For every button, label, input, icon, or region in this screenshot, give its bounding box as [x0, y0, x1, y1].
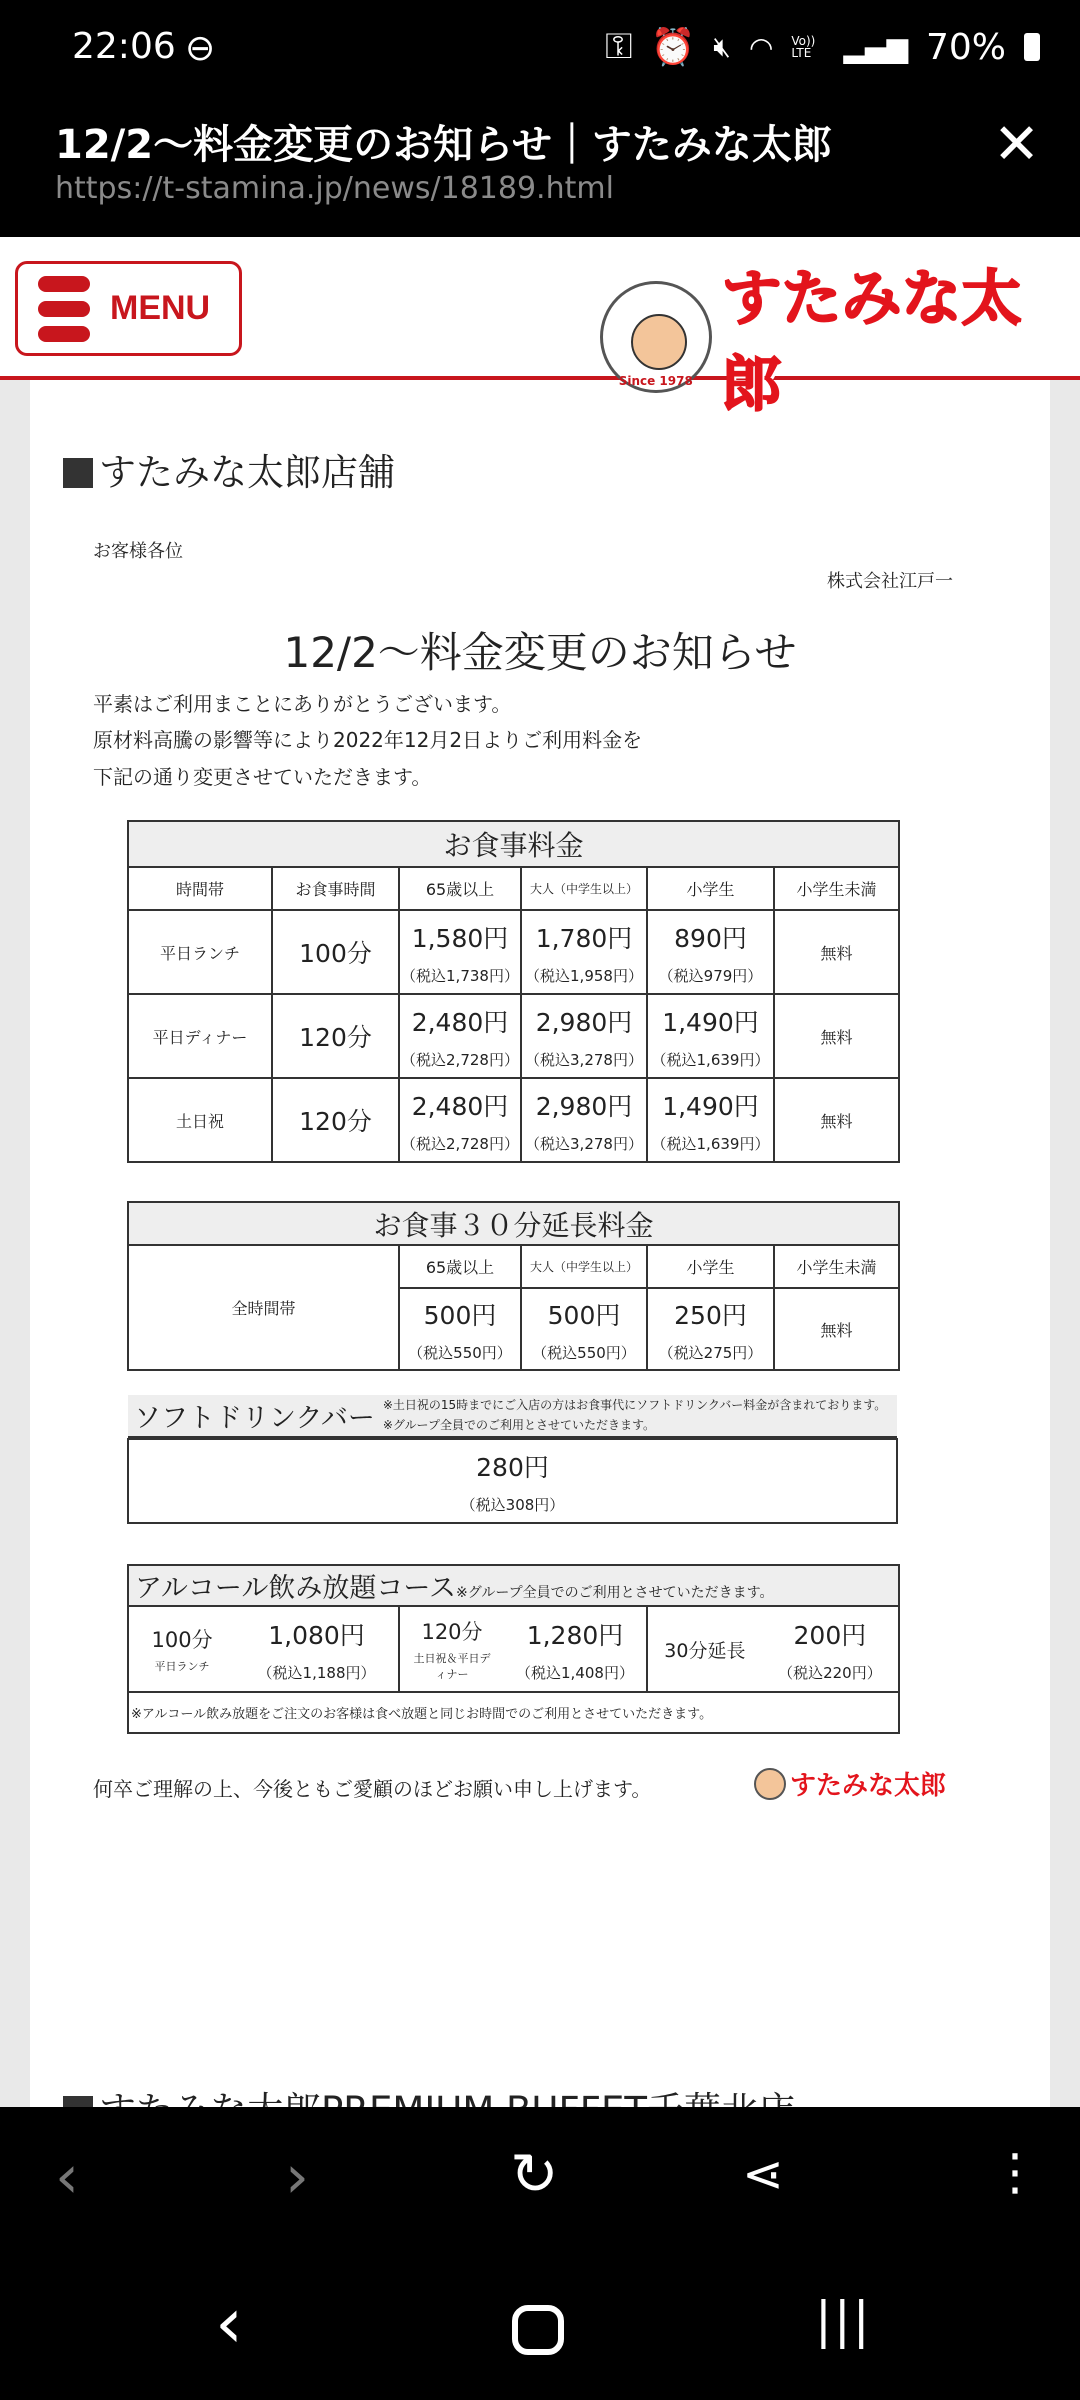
page-title: 12/2〜料金変更のお知らせ｜すたみな太郎 — [55, 122, 832, 168]
table-row — [128, 1439, 897, 1523]
vpn-key-icon: ⚿ — [605, 26, 633, 67]
price-cell — [399, 1078, 521, 1162]
share-icon[interactable]: ⋖ — [742, 2145, 784, 2203]
free-label: 無料 — [774, 994, 899, 1078]
custom-tab-toolbar — [0, 95, 1080, 237]
duration: 120分 — [421, 1620, 483, 1644]
time-slot: 平日ランチ — [128, 910, 272, 994]
close-icon[interactable]: ✕ — [993, 112, 1040, 177]
clock: 22:06 — [72, 26, 176, 67]
alcohol-table — [127, 1564, 900, 1734]
logo-since: Since 1978 — [618, 374, 693, 388]
alcohol-title-note: ※グループ全員でのご利用とさせていただきます。 — [456, 1585, 774, 1601]
alcohol-title: アルコール飲み放題コース — [135, 1573, 457, 1604]
price-cell — [128, 1439, 897, 1523]
volte-icon: Vo)) LTE — [791, 34, 816, 60]
small-logo — [754, 1765, 946, 1802]
status-bar — [0, 0, 1080, 95]
price-with-tax: （税込1,408円） — [516, 1663, 634, 1682]
price: 2,480円 — [411, 1007, 509, 1037]
price: 1,780円 — [535, 923, 633, 953]
refresh-icon[interactable]: ↻ — [510, 2140, 559, 2208]
browser-bottom-toolbar — [0, 2107, 1080, 2250]
battery-icon — [1024, 33, 1040, 61]
logo-text: すたみな太郎 — [721, 264, 1022, 420]
soft-drink-note: ※土日祝の15時までにご入店の方はお食事代にソフトドリンクバー料金が含まれております。※グループ全員でのご利用とさせていただきます。 — [382, 1398, 887, 1432]
time-slot: 土日祝 — [128, 1078, 272, 1162]
column-header: 大人（中学生以上） — [521, 1245, 647, 1288]
price-cell — [647, 1288, 774, 1370]
alarm-icon: ⏰ — [650, 27, 696, 68]
price-cell — [399, 1288, 521, 1370]
price: 1,280円 — [526, 1620, 624, 1650]
price: 280円 — [476, 1452, 549, 1482]
salutation: お客様各位 — [93, 541, 183, 562]
nav-home-icon[interactable] — [512, 2305, 564, 2355]
price: 500円 — [547, 1300, 621, 1330]
column-header: 小学生未満 — [774, 1245, 899, 1288]
free-label: 無料 — [774, 1288, 899, 1370]
time-slot: 全時間帯 — [128, 1245, 399, 1370]
free-label: 無料 — [774, 1078, 899, 1162]
column-header: お食事時間 — [272, 867, 399, 910]
section-heading-text: すたみな太郎店舗 — [99, 451, 395, 494]
time-slot: 平日ディナー — [128, 994, 272, 1078]
price: 2,980円 — [535, 1007, 633, 1037]
price-cell — [521, 1078, 647, 1162]
hamburger-icon — [38, 276, 90, 342]
price: 2,480円 — [411, 1091, 509, 1121]
site-logo[interactable] — [600, 251, 1080, 423]
price-with-tax: （税込1,639円） — [651, 1134, 770, 1153]
table-title: お食事料金 — [128, 821, 899, 867]
price: 1,490円 — [662, 1091, 759, 1121]
section-heading — [63, 442, 395, 496]
company-name: 株式会社江戸一 — [827, 571, 953, 592]
price: 2,980円 — [535, 1091, 633, 1121]
menu-button[interactable] — [15, 261, 242, 356]
alcohol-footnote: ※アルコール飲み放題をご注文のお客様は食べ放題と同じお時間でのご利用とさせていただきます。 — [128, 1692, 899, 1733]
forward-icon[interactable]: › — [285, 2142, 309, 2212]
price-cell — [399, 910, 521, 994]
price-with-tax: （税込1,738円） — [401, 966, 519, 985]
page-url[interactable]: https://t-stamina.jp/news/18189.html — [55, 171, 614, 206]
price-with-tax: （税込220円） — [778, 1663, 882, 1682]
price-with-tax: （税込308円） — [460, 1495, 565, 1514]
price-cell — [521, 994, 647, 1078]
body-line: 原材料高騰の影響等により2022年12月2日よりご利用料金を — [93, 728, 643, 752]
price-with-tax: （税込550円） — [532, 1343, 636, 1362]
extension-price-table — [127, 1201, 900, 1371]
article-card — [30, 380, 1050, 2180]
small-logo-text: すたみな太郎 — [790, 1771, 947, 1801]
nav-recents-icon[interactable]: ||| — [815, 2291, 872, 2349]
price-with-tax: （税込1,958円） — [525, 966, 643, 985]
soft-drink-table — [127, 1395, 898, 1524]
free-label: 無料 — [774, 910, 899, 994]
course-cell — [128, 1606, 399, 1692]
price-with-tax: （税込275円） — [658, 1343, 763, 1362]
column-header: 65歳以上 — [399, 867, 521, 910]
table-row — [128, 1078, 899, 1162]
meal-price-table — [127, 820, 900, 1163]
wifi-icon: ◠ — [748, 30, 774, 64]
price-with-tax: （税込979円） — [658, 966, 763, 985]
back-icon[interactable]: ‹ — [55, 2142, 79, 2212]
table-row — [128, 1606, 899, 1692]
body-line: 下記の通り変更させていただきます。 — [93, 765, 432, 789]
price-cell — [521, 910, 647, 994]
duration: 100分 — [151, 1628, 213, 1652]
table-title: お食事３０分延長料金 — [128, 1202, 899, 1245]
price: 890円 — [674, 923, 747, 953]
signal-icon: ▂▄▆ — [843, 30, 908, 64]
body-line: 平素はご利用まことにありがとうございます。 — [93, 692, 512, 716]
price-cell — [647, 994, 774, 1078]
price-with-tax: （税込2,728円） — [401, 1134, 519, 1153]
price-with-tax: （税込1,188円） — [257, 1663, 376, 1682]
column-header: 時間帯 — [128, 867, 272, 910]
course-label: 平日ランチ — [154, 1660, 210, 1673]
duration: 120分 — [272, 1078, 399, 1162]
price: 500円 — [423, 1300, 497, 1330]
site-header — [0, 237, 1080, 420]
table-row — [128, 994, 899, 1078]
price: 250円 — [674, 1300, 747, 1330]
dnd-icon: ⊖ — [185, 28, 216, 69]
soft-drink-title: ソフトドリンクバー — [134, 1403, 375, 1434]
duration: 100分 — [272, 910, 399, 994]
column-header: 小学生未満 — [774, 867, 899, 910]
system-nav-bar — [0, 2250, 1080, 2400]
price-with-tax: （税込3,278円） — [525, 1134, 643, 1153]
price-cell — [521, 1288, 647, 1370]
column-header: 65歳以上 — [399, 1245, 521, 1288]
price-cell — [647, 910, 774, 994]
price-with-tax: （税込2,728円） — [401, 1050, 519, 1069]
column-header: 大人（中学生以上） — [521, 867, 647, 910]
course-cell — [399, 1606, 647, 1692]
web-content[interactable] — [0, 237, 1080, 2107]
column-header: 小学生 — [647, 1245, 774, 1288]
mascot-icon — [754, 1768, 786, 1800]
price-cell — [399, 994, 521, 1078]
more-options-icon[interactable]: ⋮ — [990, 2143, 1040, 2201]
table-title — [128, 1565, 899, 1606]
duration: 120分 — [272, 994, 399, 1078]
price: 1,490円 — [662, 1007, 759, 1037]
price-with-tax: （税込1,639円） — [651, 1050, 770, 1069]
battery-level: 70% — [925, 26, 1006, 68]
price: 200円 — [793, 1620, 867, 1650]
price-cell — [647, 1078, 774, 1162]
price: 1,580円 — [411, 923, 509, 953]
notice-title: 12/2〜料金変更のお知らせ — [283, 628, 797, 677]
closing-text: 何卒ご理解の上、今後ともご愛顧のほどお願い申し上げます。 — [93, 1777, 652, 1801]
price-with-tax: （税込3,278円） — [525, 1050, 643, 1069]
square-bullet-icon — [63, 458, 93, 488]
column-header: 小学生 — [647, 867, 774, 910]
nav-back-icon[interactable]: ‹ — [215, 2282, 243, 2364]
table-title — [128, 1395, 897, 1438]
course-label: 土日祝＆平日ディナー — [413, 1652, 491, 1681]
price: 1,080円 — [268, 1620, 365, 1650]
menu-label: MENU — [110, 289, 211, 327]
price-with-tax: （税込550円） — [408, 1343, 512, 1362]
mascot-icon — [600, 281, 712, 393]
mute-icon: 🔇︎ — [713, 30, 731, 63]
duration: 30分延長 — [664, 1639, 746, 1662]
course-cell — [647, 1606, 899, 1692]
table-row — [128, 910, 899, 994]
